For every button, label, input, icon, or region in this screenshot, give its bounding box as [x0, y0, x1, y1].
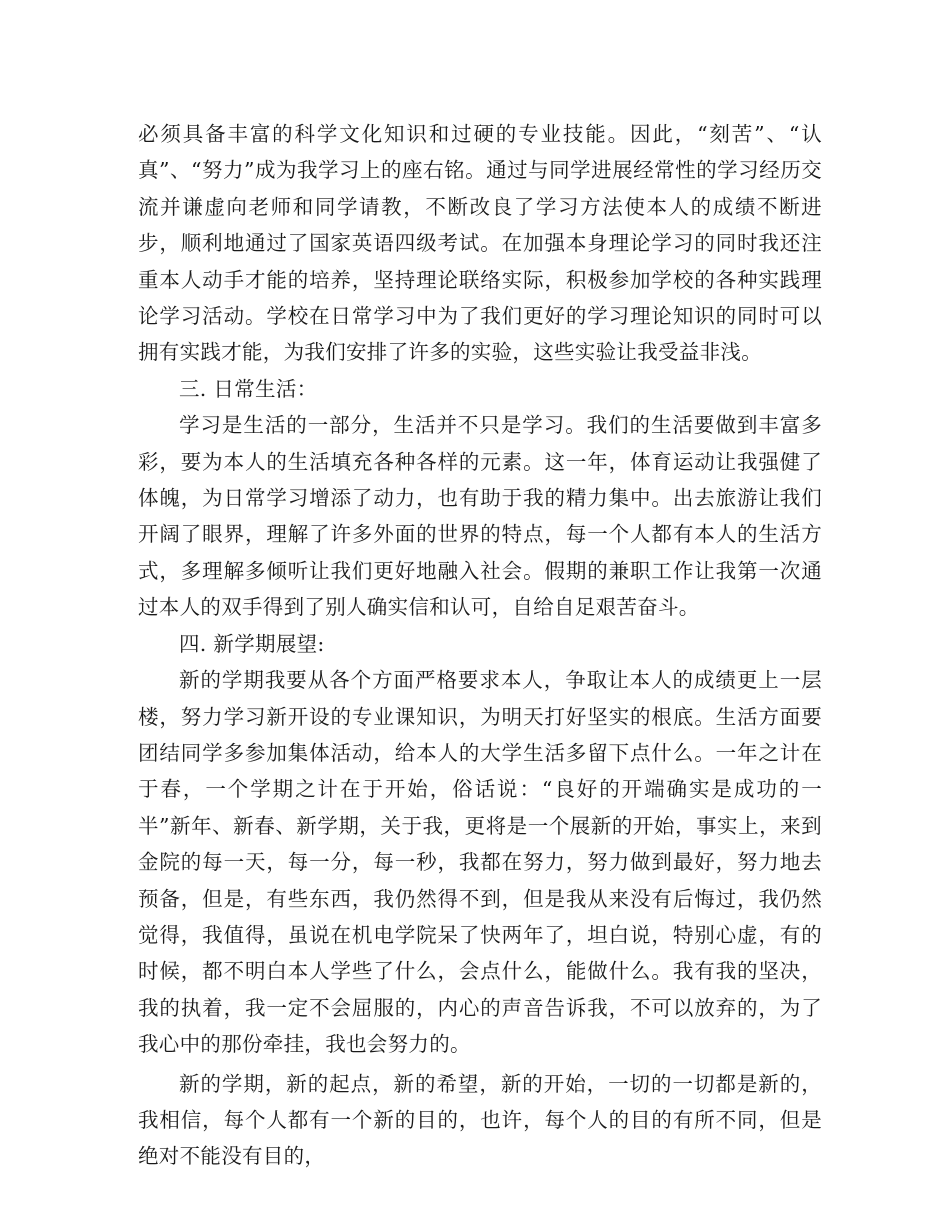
- paragraph-new-semester-outlook: 新的学期我要从各个方面严格要求本人，争取让本人的成绩更上一层楼，努力学习新开设的专业课知识，为明天打好坚实的根底。生活方面要团结同学多参加集体活动，给本人的大学生活多留下点什么。一年之计在于春，一个学期之计在于开始，俗话说：“良好的开端确实是成功的一半”新年、新春、新学期，关于我，更将是一个展新的开始，事实上，来到金院的每一天，每一分，每一秒，我都在努力，努力做到最好，努力地去预备，但是，有些东西，我仍然得不到，但是我从来没有后悔过，我仍然觉得，我值得，虽说在机电学院呆了快两年了，坦白说，特别心虚，有的时候，都不明白本人学些了什么，会点什么，能做什么。我有我的坚决，我的执着，我一定不会屈服的，内心的声音告诉我，不可以放弃的，为了我心中的那份牵挂，我也会努力的。: [138, 668, 822, 1057]
- paragraph-daily-life: 学习是生活的一部分，生活并不只是学习。我们的生活要做到丰富多彩，要为本人的生活填充各种各样的元素。这一年，体育运动让我强健了体魄，为日常学习增添了动力，也有助于我的精力集中。出去旅游让我们开阔了眼界，理解了许多外面的世界的特点，每一个人都有本人的生活方式，多理解多倾听让我们更好地融入社会。假期的兼职工作让我第一次通过本人的双手得到了别人确实信和认可，自给自足艰苦奋斗。: [138, 413, 822, 620]
- paragraph-study-continued: 必须具备丰富的科学文化知识和过硬的专业技能。因此，“刻苦”、“认真”、“努力”成为我学习上的座右铭。通过与同学进展经常性的学习经历交流并谦虚向老师和同学请教，不断改良了学习方法使本人的成绩不断进步，顺利地通过了国家英语四级考试。在加强本身理论学习的同时我还注重本人动手才能的培养，坚持理论联络实际，积极参加学校的各种实践理论学习活动。学校在日常学习中为了我们更好的学习理论知识的同时可以拥有实践才能，为我们安排了许多的实验，这些实验让我受益非浅。: [138, 122, 822, 365]
- heading-new-semester-outlook: 四. 新学期展望:: [179, 631, 325, 656]
- heading-daily-life: 三. 日常生活：: [179, 376, 318, 401]
- paragraph-new-start: 新的学期，新的起点，新的希望，新的开始，一切的一切都是新的，我相信，每个人都有一个新的目的，也许，每个人的目的有所不同，但是绝对不能没有目的，: [138, 1071, 822, 1169]
- document-page: [138, 116, 822, 1175]
